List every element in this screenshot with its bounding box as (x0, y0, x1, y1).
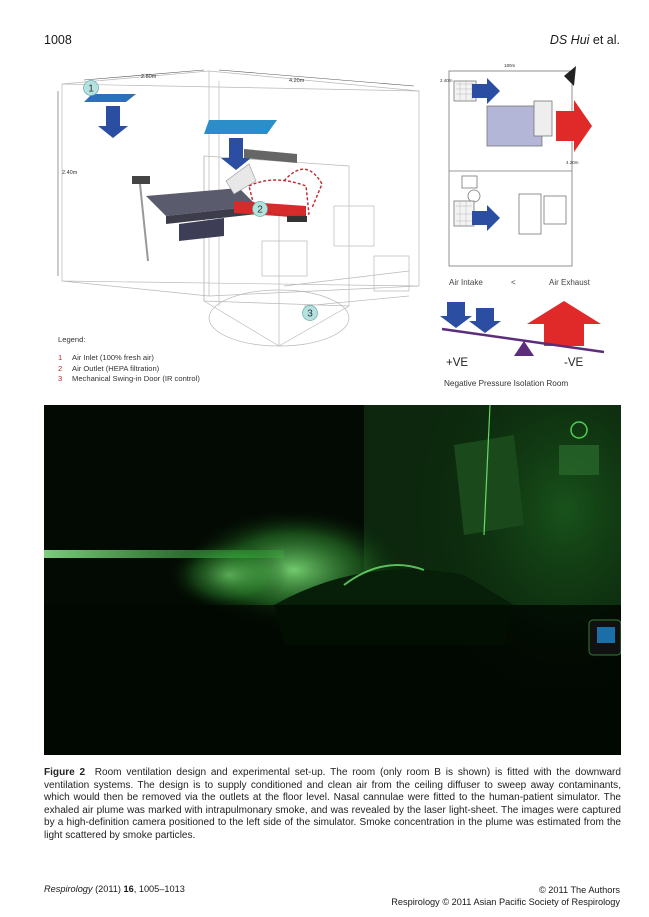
legend-item-3: 3 Mechanical Swing-in Door (IR control) (58, 373, 200, 383)
legend-item-1: 1 Air Inlet (100% fresh air) (58, 353, 154, 363)
comparator: < (511, 278, 516, 287)
running-head (550, 33, 620, 47)
footer-citation: Respirology (2011) 16, 1005–1013 (44, 884, 185, 894)
plan-inlet-arrow-bottom (472, 205, 500, 231)
plan-view (449, 71, 572, 266)
legend-title: Legend: (58, 335, 86, 344)
air-outlet (234, 201, 306, 218)
intake-arrow-2 (469, 308, 501, 333)
marker-3: 3 (307, 308, 313, 320)
lamp-head (132, 176, 150, 184)
plan-dim-right: 4.20m (566, 160, 579, 165)
ceiling-diffuser-right (204, 120, 277, 134)
plan-dim-left: 2.40m (440, 78, 453, 83)
copyright-society: Respirology © 2011 Asian Pacific Society of Respirology (391, 897, 620, 907)
plan-dim-top: 180m (504, 63, 516, 68)
footer-copyright (391, 884, 620, 908)
dim-width1: 2.80m (141, 74, 157, 80)
dim-width2: 4.20m (289, 78, 305, 84)
negative-label: -VE (564, 357, 584, 369)
legend (58, 335, 200, 384)
isolation-room-label: Negative Pressure Isolation Room (444, 379, 569, 388)
caption-text: Room ventilation design and experimental set-up. The room (only room B is shown) is fitted with the downward ventilation systems. The design is to supply conditioned and clean air from the ceiling diffuser to sweep away contaminants, which would then be removed via the outlets at the floor level. Nasal cannulae were fitted to the human-patient simulator. The exhaled air plume was marked with intrapulmonary smoke, and was revealed by the laser light-sheet. The images were captured by a high-definition camera positioned to the left side of the simulator. Smoke concentration in the plume was estimated from the light scattered by smoke particles. (44, 767, 621, 841)
air-inlet-arrow-1 (98, 106, 128, 138)
running-head-author: DS Hui (549, 33, 590, 47)
copyright-authors: © 2011 The Authors (538, 885, 620, 895)
air-intake-label: Air Intake (449, 278, 483, 287)
marker-1: 1 (88, 83, 94, 95)
air-exhaust-label: Air Exhaust (549, 278, 590, 287)
marker-2: 2 (257, 204, 263, 216)
legend-item-2: 2 Air Outlet (HEPA filtration) (58, 363, 160, 373)
exhaust-arrow (527, 301, 601, 346)
intake-arrow-1 (440, 302, 472, 328)
page-number: 1008 (44, 33, 72, 47)
laser-sheet (44, 550, 284, 558)
experiment-photo (44, 405, 621, 755)
balance-pivot (514, 341, 534, 356)
caption-label: Figure 2 (44, 767, 86, 778)
figure-caption (44, 767, 621, 843)
plan-exhaust-arrow (556, 100, 592, 152)
positive-label: +VE (446, 357, 469, 369)
bed-headboard (454, 435, 524, 535)
running-head-etal: et al. (589, 33, 620, 47)
dim-height: 2.40m (62, 170, 78, 176)
